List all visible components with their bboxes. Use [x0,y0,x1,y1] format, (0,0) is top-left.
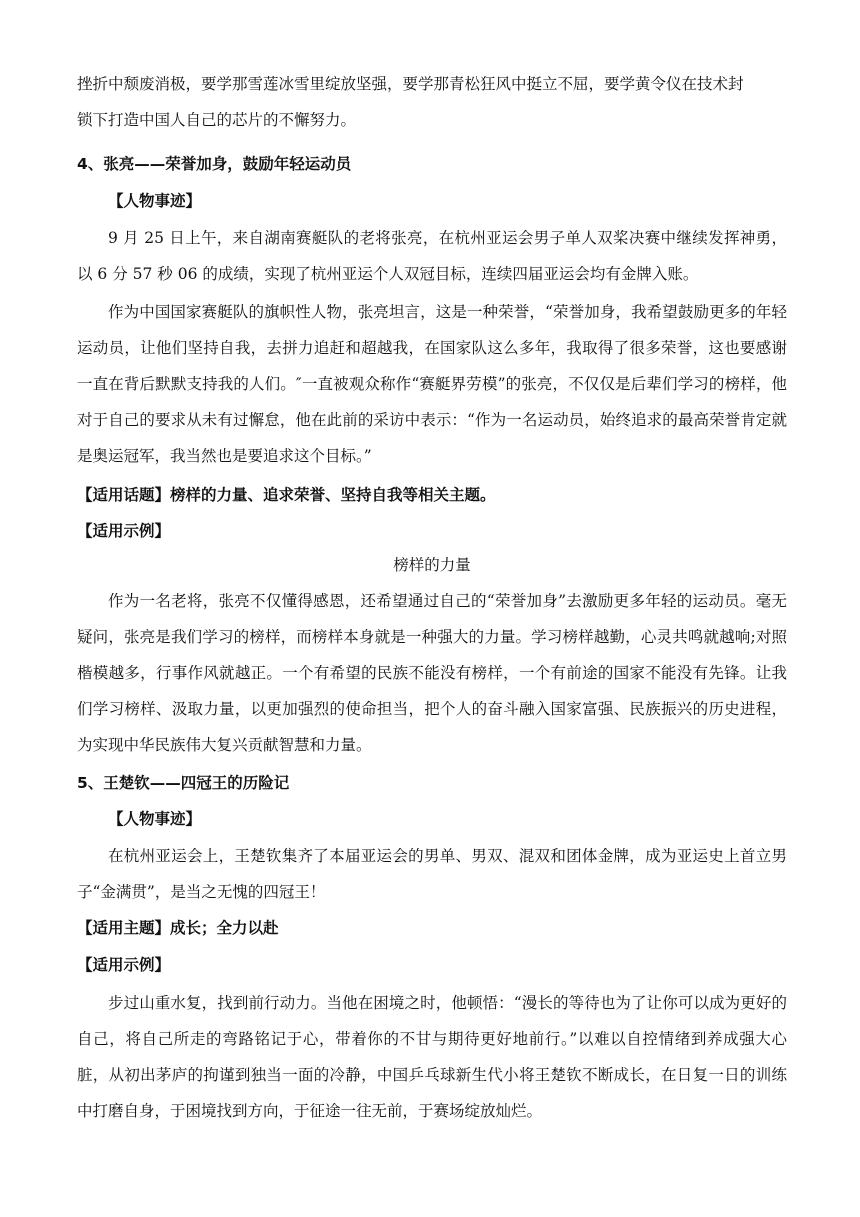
section-4-example-label: 【适用示例】 [77,522,171,540]
section-4-deeds-paragraph-2: 作为中国国家赛艇队的旗帜性人物，张亮坦言，这是一种荣誉，“荣誉加身，我希望鼓励更多的年轻运动员，让他们坚持自我，去拼力追赶和超越我，在国家队这么多年，我取得了很多荣誉，这也要感谢一直在背后默默支持我的人们。″一直被观众称作“赛艇界劳模”的张亮，不仅仅是后辈们学习的榜样，他对于自己的要求从未有过懈怠，他在此前的采访中表示：“作为一名运动员，始终追求的最高荣誉肯定就是奥运冠军，我当然也是要追求这个目标。” [77,303,787,465]
section-4-deeds-paragraph-1: 9 月 25 日上午，来自湖南赛艇队的老将张亮，在杭州亚运会男子单人双桨决赛中继续发挥神勇，以 6 分 57 秒 06 的成绩，实现了杭州亚运个人双冠目标，连续四届亚运会均有金牌入账。 [77,229,787,283]
text-line: 锁下打造中国人自己的芯片的不懈努力。 [77,111,357,129]
section-5-topic: 【适用主题】成长；全力以赴 [77,919,279,937]
section-4-heading: 4、张亮——荣誉加身，鼓励年轻运动员 [77,155,352,173]
section-5-example-paragraph: 步过山重水复，找到前行动力。当他在困境之时，他顿悟：“漫长的等待也为了让你可以成为更好的自己，将自己所走的弯路铭记于心，带着你的不甘与期待更好地前行。”以难以自控情绪到养成强大心脏，从初出茅庐的拘谨到独当一面的冷静，中国乒乓球新生代小将王楚钦不断成长，在日复一日的训练中打磨自身，于困境找到方向，于征途一往无前，于赛场绽放灿烂。 [77,994,787,1120]
section-5-example-label: 【适用示例】 [77,956,171,974]
section-5-deeds-label: 【人物事迹】 [108,810,202,828]
section-4-example-title: 榜样的力量 [393,556,471,574]
section-5-heading: 5、王楚钦——四冠王的历险记 [77,774,290,792]
section-4-example-paragraph: 作为一名老将，张亮不仅懂得感恩，还希望通过自己的“荣誉加身”去激励更多年轻的运动员。毫无疑问，张亮是我们学习的榜样，而榜样本身就是一种强大的力量。学习榜样越勤，心灵共鸣就越响;对照楷模越多，行事作风就越正。一个有希望的民族不能没有榜样，一个有前途的国家不能没有先锋。让我们学习榜样、汲取力量，以更加强烈的使命担当，把个人的奋斗融入国家富强、民族振兴的历史进程，为实现中华民族伟大复兴贡献智慧和力量。 [77,592,787,754]
text-line: 挫折中颓废消极，要学那雪莲冰雪里绽放坚强，要学那青松狂风中挺立不屈，要学黄令仪在技术封 [77,75,744,93]
continued-paragraph [77,66,787,138]
section-4-topic: 【适用话题】榜样的力量、追求荣誉、坚持自我等相关主题。 [77,486,496,504]
section-4-deeds-label: 【人物事迹】 [108,192,202,210]
section-5-deeds-paragraph: 在杭州亚运会上，王楚钦集齐了本届亚运会的男单、男双、混双和团体金牌，成为亚运史上首立男子“金满贯”，是当之无愧的四冠王！ [77,847,787,901]
